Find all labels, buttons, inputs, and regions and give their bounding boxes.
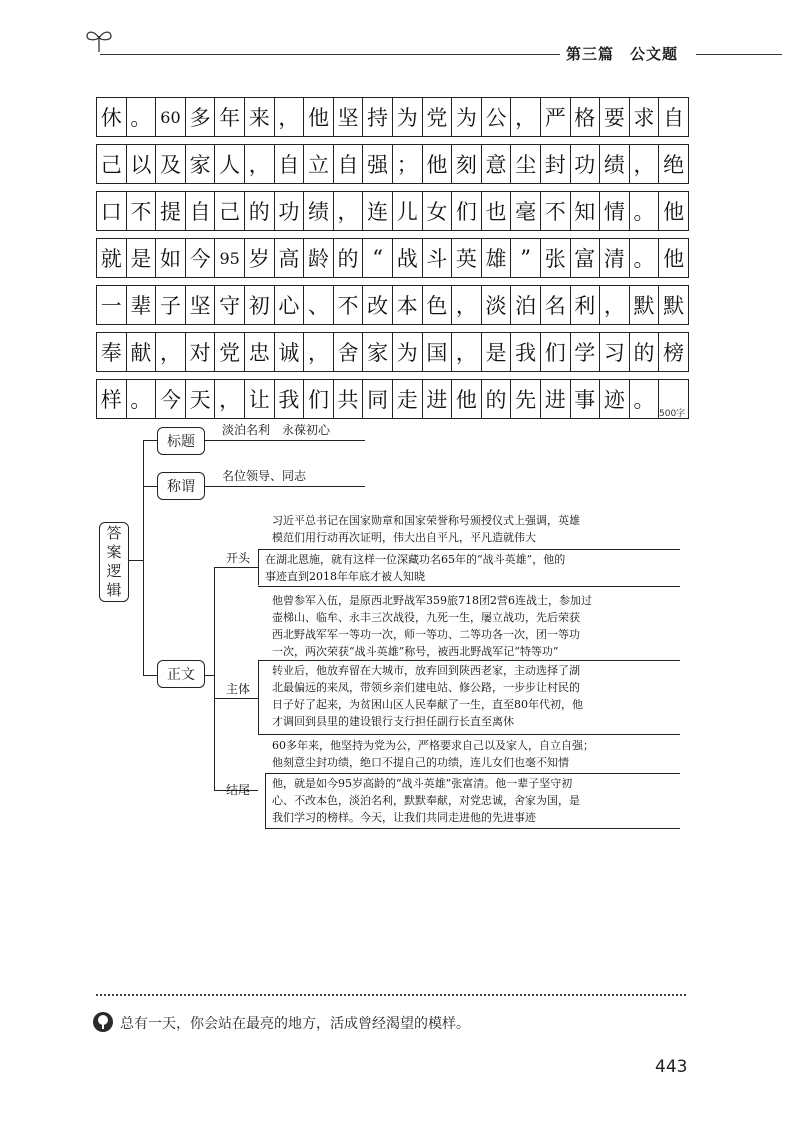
essay-grid-cell: 立 (304, 145, 334, 183)
essay-grid-cell: 毫 (511, 192, 541, 230)
essay-grid-cell: 家 (363, 333, 393, 371)
ending-bracket (265, 773, 266, 828)
section-title: 第三篇 公文题 (566, 45, 679, 63)
essay-grid-cell: 张 (541, 239, 571, 277)
essay-grid-row (96, 144, 689, 184)
essay-grid-cell: 习 (600, 333, 630, 371)
essay-grid-cell: 提 (156, 192, 186, 230)
essay-grid-cell: 为 (393, 98, 423, 136)
essay-grid-cell: ， (630, 145, 660, 183)
body-sub-connector (214, 567, 215, 790)
body-branch (143, 675, 158, 676)
essay-grid-cell: 诚 (275, 333, 305, 371)
essay-grid-row (96, 191, 689, 231)
essay-grid-cell: 今 (156, 380, 186, 418)
essay-grid-cell: ， (600, 286, 630, 324)
tree-icon (93, 1012, 113, 1032)
opening-bracket (258, 549, 259, 585)
essay-grid-cell: 奉 (97, 333, 127, 371)
opening-branch (214, 567, 258, 568)
essay-grid-cell: 95 (215, 239, 245, 277)
essay-grid-cell: 来 (245, 98, 275, 136)
essay-grid-cell: 们 (541, 333, 571, 371)
essay-grid-cell: 进 (423, 380, 453, 418)
essay-grid-cell: 献 (127, 333, 157, 371)
essay-grid-cell: 党 (215, 333, 245, 371)
essay-grid-cell: 走 (393, 380, 423, 418)
essay-grid-cell: 绩 (304, 192, 334, 230)
opening-label: 开头 (226, 551, 251, 565)
essay-grid-cell: 自 (659, 98, 689, 136)
essay-grid-cell: 们 (452, 192, 482, 230)
opening-divider (258, 549, 680, 550)
essay-grid-cell: 多 (186, 98, 216, 136)
essay-grid-cell: 知 (571, 192, 601, 230)
essay-grid-cell: 人 (215, 145, 245, 183)
essay-grid-cell: 龄 (304, 239, 334, 277)
ending-text-2: 他，就是如今95岁高龄的“战斗英雄”张富清。他一辈子坚守初 心、不改本色，淡泊名利，默默奉献，对党忠诚，舍家为国，是 我们学习的榜样。今天，让我们共同走进他的先进事迹 (272, 777, 580, 824)
essay-grid-row (96, 379, 689, 419)
essay-grid-cell: 格 (571, 98, 601, 136)
opening-text-1: 习近平总书记在国家勋章和国家荣誉称号颁授仪式上强调，英雄 模范们用行动再次证明，伟大出自平凡，平凡造就伟大 (272, 514, 580, 544)
essay-grid-cell: 天 (186, 380, 216, 418)
header-rule-right (696, 54, 782, 55)
essay-grid-cell: 让 (245, 380, 275, 418)
title-text: 淡泊名利 永葆初心 (222, 423, 331, 437)
essay-grid-cell: 清 (600, 239, 630, 277)
main-text-1: 他曾参军入伍，是原西北野战军359旅718团2营6连战士，参加过 壶梯山、临牟、永丰三次战役，九死一生，屡立战功，先后荣获 西北野战军军一等功一次，师一等功、二等功各一次，团一等功 一次，两次荣获“战斗英雄”称号，被西北野战军记“特等功” (272, 594, 592, 658)
essay-grid-cell: 如 (156, 239, 186, 277)
essay-grid-cell: ； (393, 145, 423, 183)
essay-grid-cell: 他 (452, 380, 482, 418)
essay-grid-row (96, 97, 689, 137)
salutation-label-box (157, 472, 205, 500)
essay-grid-cell: 他 (659, 192, 689, 230)
main-text-2: 转业后，他放弃留在大城市，放弃回到陕西老家，主动选择了湖 北最偏远的来凤，带领乡亲们建电站、修公路，一步步让村民的 日子好了起来，为贫困山区人民奉献了一生，直至80年代初，他 才调回到县里的建设银行支行担任副行长直至离休 (272, 664, 583, 728)
essay-grid-cell: 共 (334, 380, 364, 418)
essay-grid-cell: 自 (275, 145, 305, 183)
essay-grid-cell: 雄 (482, 239, 512, 277)
essay-grid-cell: 以 (127, 145, 157, 183)
essay-grid-cell: 他 (423, 145, 453, 183)
essay-grid-cell: 意 (482, 145, 512, 183)
main-label: 主体 (226, 682, 251, 696)
leaf-sprout-icon (84, 26, 114, 54)
essay-grid-cell: 60 (156, 98, 186, 136)
body-label: 正文 (167, 667, 195, 683)
essay-grid-cell: 口 (97, 192, 127, 230)
page-number: 443 (655, 1057, 688, 1077)
essay-grid-cell: 公 (482, 98, 512, 136)
header-rule-left (100, 54, 560, 55)
essay-grid-cell: 战 (393, 239, 423, 277)
essay-grid-cell: 求 (630, 98, 660, 136)
essay-grid-cell: 严 (541, 98, 571, 136)
essay-grid-cell: 、 (304, 286, 334, 324)
essay-grid-cell: 的 (482, 380, 512, 418)
essay-grid-cell: 初 (245, 286, 275, 324)
essay-grid-cell: 的 (334, 239, 364, 277)
answer-logic-box (99, 522, 129, 602)
ending-text-1: 60多年来，他坚持为党为公，严格要求自己以及家人，自立自强； 他刻意尘封功绩，绝口不提自己的功绩，连儿女们也毫不知情 (272, 739, 594, 769)
essay-grid-cell: 默 (659, 286, 689, 324)
essay-grid-cell: 刻 (452, 145, 482, 183)
essay-grid-cell: 忠 (245, 333, 275, 371)
body-stub (205, 675, 214, 676)
essay-grid-cell: 子 (156, 286, 186, 324)
essay-grid-cell: 功 (571, 145, 601, 183)
essay-grid-cell: ， (452, 333, 482, 371)
essay-grid-cell: 心 (275, 286, 305, 324)
essay-grid-cell: 情 (600, 192, 630, 230)
essay-grid-cell: 进 (541, 380, 571, 418)
essay-grid-cell: 不 (127, 192, 157, 230)
root-stub (128, 560, 143, 561)
essay-grid-cell: 封 (541, 145, 571, 183)
essay-grid-cell: 高 (275, 239, 305, 277)
footer-quote: 总有一天，你会站在最亮的地方，活成曾经渴望的模样。 (120, 1016, 470, 1032)
essay-grid-cell: 尘 (511, 145, 541, 183)
essay-grid-cell: 强 (363, 145, 393, 183)
essay-grid-cell: 利 (571, 286, 601, 324)
essay-grid-cell: 坚 (186, 286, 216, 324)
root-connector (143, 440, 144, 675)
essay-grid-cell: 是 (127, 239, 157, 277)
essay-grid-cell: 不 (541, 192, 571, 230)
essay-grid-cell: 的 (630, 333, 660, 371)
main-divider (258, 660, 680, 661)
essay-grid-cell: 一 (97, 286, 127, 324)
essay-grid-cell: “ (363, 239, 393, 277)
salutation-text: 名位领导、同志 (222, 469, 307, 483)
title-underline (205, 440, 365, 441)
answer-logic-label: 答 案 逻 辑 (106, 524, 122, 599)
essay-grid-cell: 国 (423, 333, 453, 371)
essay-grid-cell: 家 (186, 145, 216, 183)
essay-grid-cell: 样 (97, 380, 127, 418)
footer-dotted-rule (96, 994, 686, 996)
essay-grid-cell: 。 (127, 98, 157, 136)
essay-grid-cell: 色 (423, 286, 453, 324)
essay-grid-cell: 先 (511, 380, 541, 418)
essay-grid-cell: 功 (275, 192, 305, 230)
essay-grid-cell: 迹 (600, 380, 630, 418)
essay-grid-cell: 自 (334, 145, 364, 183)
ending-divider (265, 773, 680, 774)
essay-grid-cell: 富 (571, 239, 601, 277)
essay-grid-cell: 名 (541, 286, 571, 324)
opening-text-2: 在湖北恩施，就有这样一位深藏功名65年的“战斗英雄”，他的 事迹直到2018年年底才被人知晓 (265, 553, 566, 583)
essay-grid-cell: 们 (304, 380, 334, 418)
title-label: 标题 (167, 434, 195, 450)
title-branch (143, 440, 158, 441)
essay-grid-cell: 英 (452, 239, 482, 277)
essay-grid-cell: 绩 (600, 145, 630, 183)
essay-grid-cell: 儿 (393, 192, 423, 230)
essay-grid-cell: ， (304, 333, 334, 371)
essay-grid-cell: 他 (304, 98, 334, 136)
essay-grid-cell: 默 (630, 286, 660, 324)
essay-grid-cell: 休 (97, 98, 127, 136)
essay-grid-cell: ， (275, 98, 305, 136)
essay-grid-cell: 为 (452, 98, 482, 136)
essay-grid-cell: 己 (215, 192, 245, 230)
opening-underline (258, 586, 680, 587)
essay-grid-cell: 年 (215, 98, 245, 136)
essay-grid-cell: 自 (186, 192, 216, 230)
essay-grid-cell: 。 (630, 239, 660, 277)
body-label-box (157, 660, 205, 688)
essay-grid-row (96, 285, 689, 325)
essay-grid-cell: 也 (482, 192, 512, 230)
essay-grid-cell: 斗 (423, 239, 453, 277)
essay-grid-cell: 女 (423, 192, 453, 230)
essay-grid-row (96, 238, 689, 278)
essay-grid-cell: 岁 (245, 239, 275, 277)
salutation-underline (205, 486, 365, 487)
essay-grid-cell: 今 (186, 239, 216, 277)
essay-grid-cell: ， (452, 286, 482, 324)
essay-grid-cell: 舍 (334, 333, 364, 371)
essay-grid-cell: 守 (215, 286, 245, 324)
main-underline (258, 734, 680, 735)
essay-grid-cell: 。 (630, 380, 660, 418)
essay-grid-cell: 学 (571, 333, 601, 371)
salutation-branch (143, 486, 158, 487)
essay-grid-cell: 是 (482, 333, 512, 371)
essay-grid-cell: ， (215, 380, 245, 418)
essay-grid-cell: 要 (600, 98, 630, 136)
ending-label: 结尾 (226, 783, 251, 797)
essay-grid-cell: ， (511, 98, 541, 136)
essay-grid-cell: 本 (393, 286, 423, 324)
essay-grid-cell: 改 (363, 286, 393, 324)
essay-grid-cell: 。 (630, 192, 660, 230)
essay-grid-cell: 持 (363, 98, 393, 136)
essay-grid-cell: 的 (245, 192, 275, 230)
essay-grid-cell: 己 (97, 145, 127, 183)
essay-grid-cell: ， (156, 333, 186, 371)
essay-grid-cell: 我 (511, 333, 541, 371)
essay-grid-cell: 泊 (511, 286, 541, 324)
essay-grid-cell: 党 (423, 98, 453, 136)
essay-grid-cell: 绝 (659, 145, 689, 183)
essay-grid-cell: ” (511, 239, 541, 277)
essay-grid-cell: 我 (275, 380, 305, 418)
ending-underline (265, 828, 680, 829)
main-bracket (258, 660, 259, 735)
essay-grid-cell: 为 (393, 333, 423, 371)
title-label-box (157, 427, 205, 455)
essay-grid-cell: 不 (334, 286, 364, 324)
essay-grid-cell: ， (334, 192, 364, 230)
essay-grid-row (96, 332, 689, 372)
essay-grid-cell: 辈 (127, 286, 157, 324)
essay-grid-cell: 事 (571, 380, 601, 418)
essay-grid-cell: 榜 (659, 333, 689, 371)
essay-grid-cell: 对 (186, 333, 216, 371)
salutation-label: 称谓 (167, 479, 195, 495)
essay-grid-cell: 淡 (482, 286, 512, 324)
essay-grid-cell: 。 (127, 380, 157, 418)
essay-grid-cell: ， (245, 145, 275, 183)
essay-grid-cell: 就 (97, 239, 127, 277)
essay-grid-cell: 同 (363, 380, 393, 418)
word-count: 500字 (659, 409, 686, 419)
essay-grid-cell: 及 (156, 145, 186, 183)
essay-grid-cell: 连 (363, 192, 393, 230)
essay-grid-cell: 他 (659, 239, 689, 277)
main-branch (214, 698, 258, 699)
essay-grid-cell: 坚 (334, 98, 364, 136)
